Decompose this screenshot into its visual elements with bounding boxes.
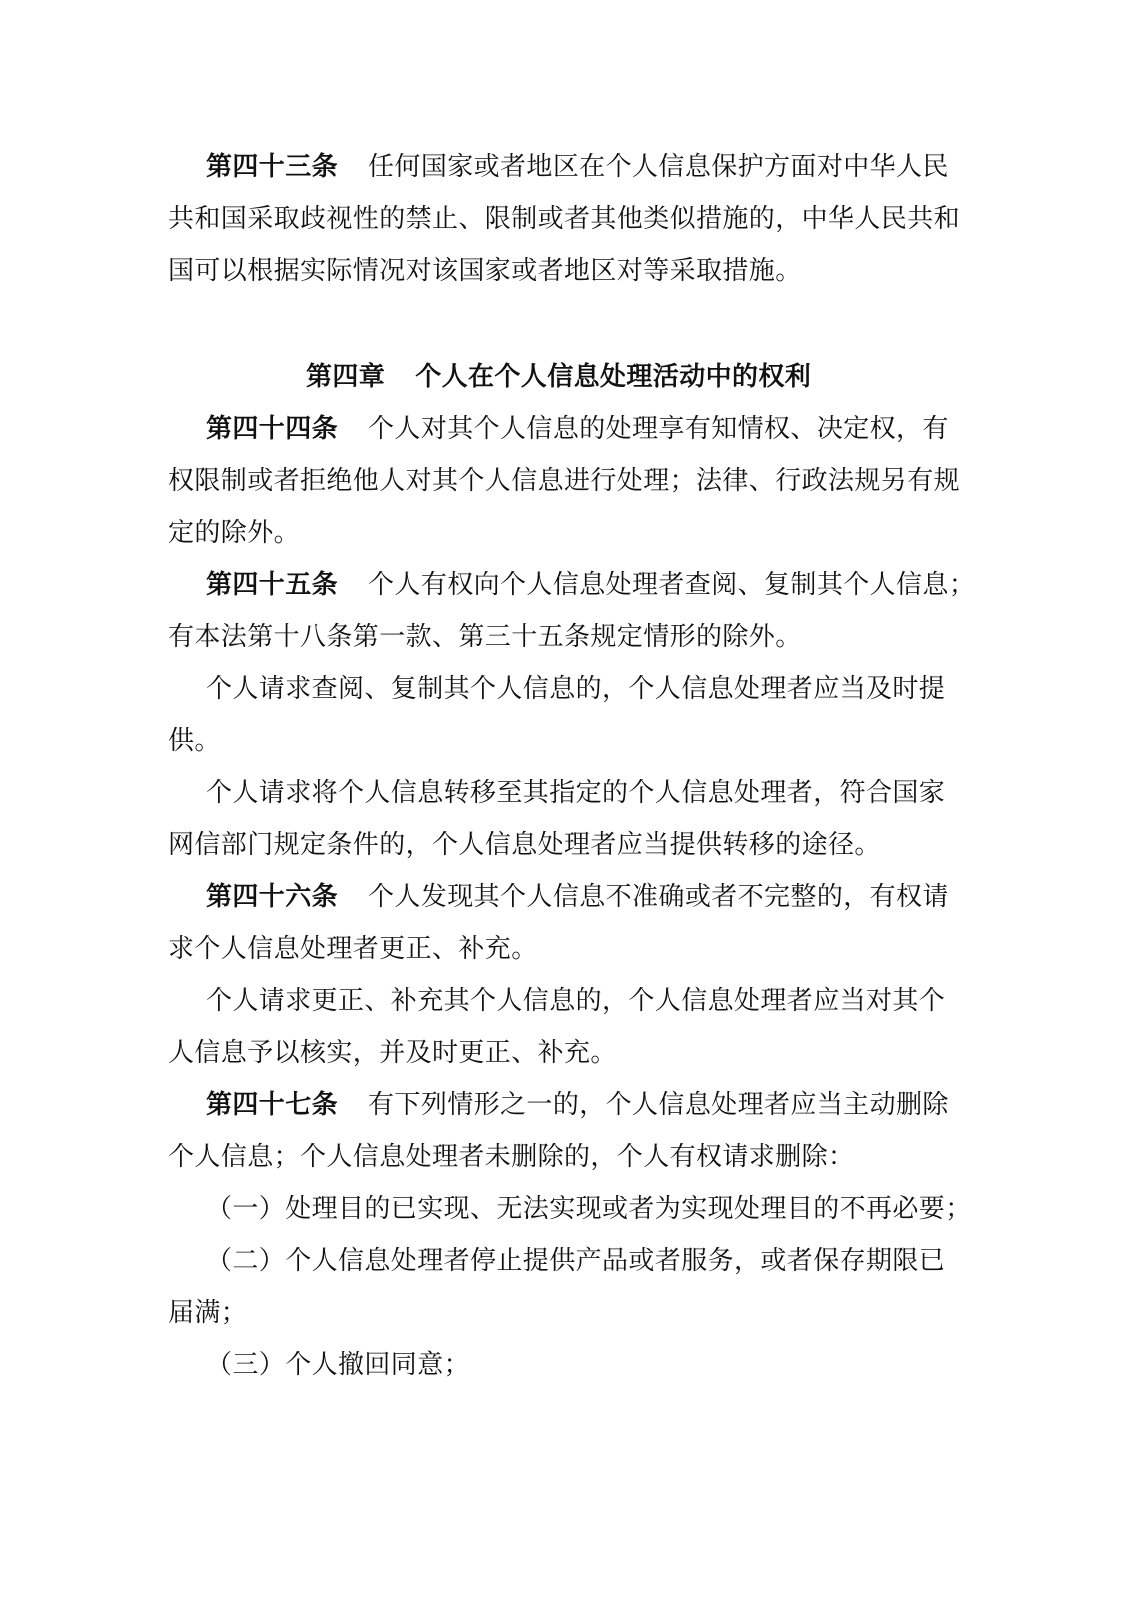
article-46-para-2-line-1: 个人请求更正、补充其个人信息的，个人信息处理者应当对其个 [206, 986, 946, 1016]
article-44-line-1 [206, 412, 949, 446]
article-45-para-3-line-1: 个人请求将个人信息转移至其指定的个人信息处理者，符合国家 [206, 778, 946, 808]
article-45-line-2: 有本法第十八条第一款、第三十五条规定情形的除外。 [168, 622, 802, 652]
article-46-text: 个人发现其个人信息不准确或者不完整的，有权请 [368, 882, 949, 912]
article-44-line-3: 定的除外。 [168, 518, 301, 548]
article-43-label: 第四十三条 [206, 152, 339, 182]
article-47-item-2-line-1: （二）个人信息处理者停止提供产品或者服务，或者保存期限已 [206, 1246, 946, 1276]
article-43-line-2: 共和国采取歧视性的禁止、限制或者其他类似措施的，中华人民共和 [168, 204, 961, 234]
article-46-para-2-line-2: 人信息予以核实，并及时更正、补充。 [168, 1038, 617, 1068]
article-44-line-2: 权限制或者拒绝他人对其个人信息进行处理；法律、行政法规另有规 [168, 466, 961, 496]
article-45-line-1 [206, 568, 975, 602]
article-45-label: 第四十五条 [206, 570, 339, 600]
article-45-para-2-line-2: 供。 [168, 726, 221, 756]
chapter-heading [306, 360, 811, 394]
article-43-text: 任何国家或者地区在个人信息保护方面对中华人民 [368, 152, 949, 182]
article-47-label: 第四十七条 [206, 1090, 339, 1120]
article-46-label: 第四十六条 [206, 882, 339, 912]
article-45-para-3-line-2: 网信部门规定条件的，个人信息处理者应当提供转移的途径。 [168, 830, 881, 860]
article-47-line-1 [206, 1088, 949, 1122]
article-43-line-1 [206, 150, 949, 184]
chapter-title: 个人在个人信息处理活动中的权利 [415, 362, 812, 392]
article-43-line-3: 国可以根据实际情况对该国家或者地区对等采取措施。 [168, 256, 802, 286]
article-47-item-2-line-2: 届满； [168, 1298, 248, 1328]
chapter-label: 第四章 [306, 362, 386, 392]
article-47-item-3: （三）个人撤回同意； [206, 1350, 471, 1380]
article-47-item-1: （一）处理目的已实现、无法实现或者为实现处理目的不再必要； [206, 1194, 972, 1224]
article-45-text: 个人有权向个人信息处理者查阅、复制其个人信息； [368, 570, 976, 600]
article-44-text: 个人对其个人信息的处理享有知情权、决定权，有 [368, 414, 949, 444]
article-46-line-1 [206, 880, 949, 914]
article-47-text: 有下列情形之一的，个人信息处理者应当主动删除 [368, 1090, 949, 1120]
article-46-line-2: 求个人信息处理者更正、补充。 [168, 934, 538, 964]
article-45-para-2-line-1: 个人请求查阅、复制其个人信息的，个人信息处理者应当及时提 [206, 674, 946, 704]
article-47-line-2: 个人信息；个人信息处理者未删除的，个人有权请求删除： [168, 1142, 855, 1172]
article-44-label: 第四十四条 [206, 414, 339, 444]
